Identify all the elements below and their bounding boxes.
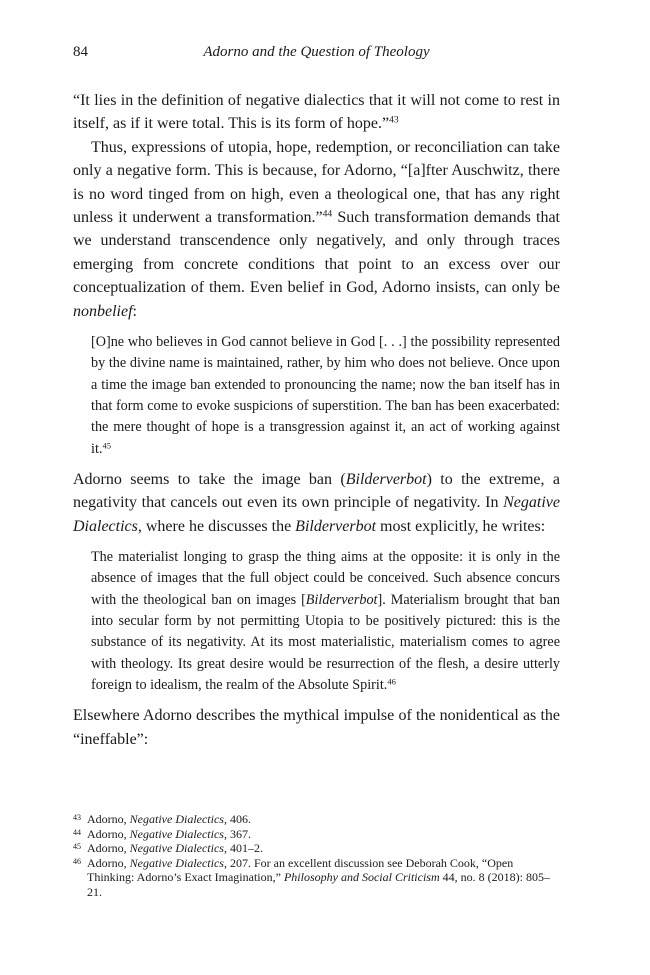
block-quote-2-text-1: The materialist longing to grasp the thing aims at the opposite: it is only in the absence of images that the full object could be conceived. Such absence concurs with the theological ban on images [ (91, 549, 560, 608)
body-text (73, 89, 560, 751)
note-ref-46: 46 (387, 676, 396, 687)
footnote-text: Adorno, (87, 812, 130, 826)
emphasis-bilderverbot-2: Bilderverbot (295, 517, 377, 535)
footnote-text: , 367. (223, 826, 251, 841)
block-quote-2-text-2: ]. Materialism brought that ban into secular form by not permitting Utopia to be positively pictured: this is the substance of its negativity. At its most materialistic, materialism comes to agree with theology. Its great desire would be resurrection of the flesh, a desire utterly foreign to idealism, the realm of the Absolute Spirit. (91, 591, 560, 693)
paragraph-4 (73, 704, 560, 751)
paragraph-4-text: Elsewhere Adorno describes the mythical impulse of the nonidentical as the “ineffable”: (73, 707, 560, 748)
footnote-journal: Philosophy and Social Criticism (283, 870, 440, 885)
paragraph-1-text: “It lies in the definition of negative dialectics that it will not come to rest in itself, as if it were total. This is its form of hope.” (73, 92, 560, 133)
footnote-44 (73, 827, 560, 842)
paragraph-3-text-3: where he discusses the (141, 517, 296, 535)
footnote-number: 44 (73, 827, 81, 837)
note-ref-45: 45 (102, 439, 111, 450)
block-quote-1-text: [O]ne who believes in God cannot believe in God [. . .] the possibility represented by the divine name is maintained, rather, by him who does not believe. Once upon a time the image ban extended to pronouncing the name; now the ban itself has in that form come to evoke suspicions of superstition. The ban has been exacerbated: the mere thought of hope is a transgression against it, an act of working against it. (91, 334, 560, 457)
note-ref-43: 43 (389, 115, 399, 127)
footnote-number: 45 (73, 842, 81, 852)
footnote-title: Negative Dialectics (129, 812, 224, 826)
footnote-text: Adorno, (87, 826, 130, 841)
emphasis-negative-dialectics: Negative Dialectics, (73, 494, 560, 535)
paragraph-2-text-1: Thus, expressions of utopia, hope, redemption, or reconciliation can take only a negative form. This is because, for Adorno, “[a]fter Auschwitz, there is no word tinged from on high, even a theological one, that has any right unless it underwent a transformation.” (73, 138, 560, 227)
note-ref-44: 44 (322, 208, 333, 220)
running-title: Adorno and the Question of Theology (203, 44, 430, 60)
footnote-title: Negative Dialectics (129, 826, 224, 841)
footnote-text: Adorno, (87, 855, 130, 870)
paragraph-3 (73, 468, 560, 538)
footnote-text: , 406. (223, 812, 251, 826)
footnote-text: Adorno, (87, 841, 130, 856)
emphasis-bilderverbot-1: Bilderverbot (345, 470, 427, 488)
footnote-number: 46 (73, 856, 81, 866)
paragraph-2 (73, 136, 560, 323)
footnote-title: Negative Dialectics (129, 855, 224, 870)
paragraph-3-text-4: most explicitly, he writes: (376, 517, 546, 535)
footnote-45 (73, 841, 560, 856)
paragraph-1 (73, 89, 560, 136)
footnote-text: 44, no. 8 (2018): 805–21. (87, 870, 550, 899)
page-number: 84 (73, 44, 88, 60)
footnote-46 (73, 856, 560, 900)
footnote-number: 43 (73, 813, 81, 822)
footnote-43 (73, 812, 560, 827)
emphasis-nonbelief: nonbelief (73, 302, 133, 320)
emphasis-bilderverbot-3: Bilderverbot (305, 591, 378, 608)
block-quote-1 (91, 332, 560, 460)
paragraph-3-text-2: ) to the extreme, a negativity that cancels out even its own principle of negativity. In (73, 470, 560, 512)
block-quote-2 (91, 547, 560, 696)
footnotes (73, 812, 560, 900)
footnote-text: , 401–2. (223, 841, 263, 856)
paragraph-2-text-2: Such transformation demands that we understand transcendence only negatively, and only through traces emerging from concrete conditions that point to an excess over our conceptualization of them. Even belief in God, Adorno insists, can only be (73, 209, 560, 297)
paragraph-3-text-1: Adorno seems to take the image ban ( (73, 470, 346, 488)
footnote-title: Negative Dialectics (129, 841, 224, 856)
footnote-text: , 207. For an excellent discussion see Deborah Cook, “Open Thinking: Adorno’s Exact Imagination,” (87, 855, 514, 885)
paragraph-2-text-3: : (132, 302, 137, 320)
running-head (73, 44, 560, 68)
